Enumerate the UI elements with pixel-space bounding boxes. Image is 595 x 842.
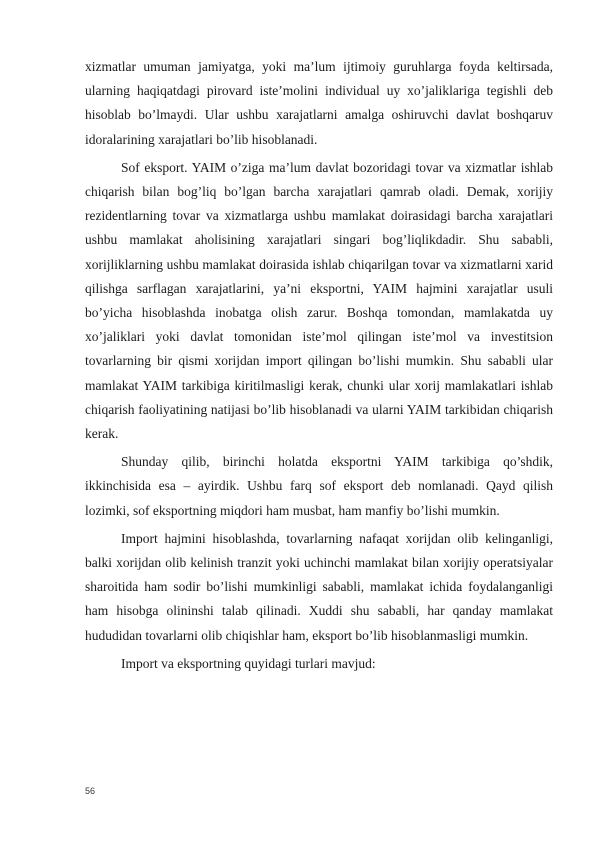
paragraph-continuation: xizmatlar umuman jamiyatga, yoki ma’lum ijtimoiy guruhlarga foyda keltirsada, ularning haqiqatdagi pirovard iste’molini individual uy xo’jaliklariga tegishli deb hisoblab bo’lmaydi. Ular ushbu xarajatlarni amalga oshiruvchi davlat boshqaruv idoralarining xarajatlari bo’lib hisoblanadi. [85, 59, 553, 147]
paragraph-conclusion: Shunday qilib, birinchi holatda eksportni YAIM tarkibiga qo’shdik, ikkinchisida esa – ayirdik. Ushbu farq sof eksport deb nomlanadi. Qayd qilish lozimki, sof eksportning miqdori ham musbat, ham manfiy bo’lishi mumkin. [85, 454, 553, 518]
paragraph-net-export: Sof eksport. YAIM o’ziga ma’lum davlat bozoridagi tovar va xizmatlar ishlab chiqarish bilan bog’liq bo’lgan barcha xarajatlari qamrab oladi. Demak, xorijiy rezidentlarning tovar va xizmatlarga ushbu mamlakat doirasidagi barcha xarajatlari ushbu mamlakat aholisining xarajatlari singari bog’liqlikdadir. Shu sababli, xorijliklarning ushbu mamlakat doirasida ishlab chiqarilgan tovar va xizmatlarni xarid qilishga sarflagan xarajatlarini, ya’ni eksportni, YAIM hajmini xarajatlar usuli bo’yicha hisoblashda inobatga olish zarur. Boshqa tomondan, mamlakatda uy xo’jaliklari yoki davlat tomonidan iste’mol qilingan iste’mol va investitsion tovarlarning bir qismi xorijdan import qilingan bo’lishi mumkin. Shu sababli ular mamlakat YAIM tarkibiga kiritilmasligi kerak, chunki ular xorij mamlakatlari ishlab chiqarish faoliyatining natijasi bo’lib hisoblanadi va ularni YAIM tarkibidan chiqarish kerak. [85, 159, 553, 442]
paragraph-import-volume: Import hajmini hisoblashda, tovarlarning nafaqat xorijdan olib kelinganligi, balki xorijdan olib kelinish tranzit yoki uchinchi mamlakat bilan xorijiy operatsiyalar sharoitida ham sodir bo’lishi mumkinligi sababli, mamlakat ichida foydalanganligi ham hisobga olininshi talab qilinadi. Xuddi shu sababli, har qanday mamlakat hududidan tovarlarni olib chiqishlar ham, eksport bo’lib hisoblanmasligi mumkin. [85, 530, 553, 643]
paragraph-types-intro: Import va eksportning quyidagi turlari mavjud: [121, 655, 376, 671]
page-number: 56 [85, 786, 96, 796]
body-text [85, 55, 553, 680]
